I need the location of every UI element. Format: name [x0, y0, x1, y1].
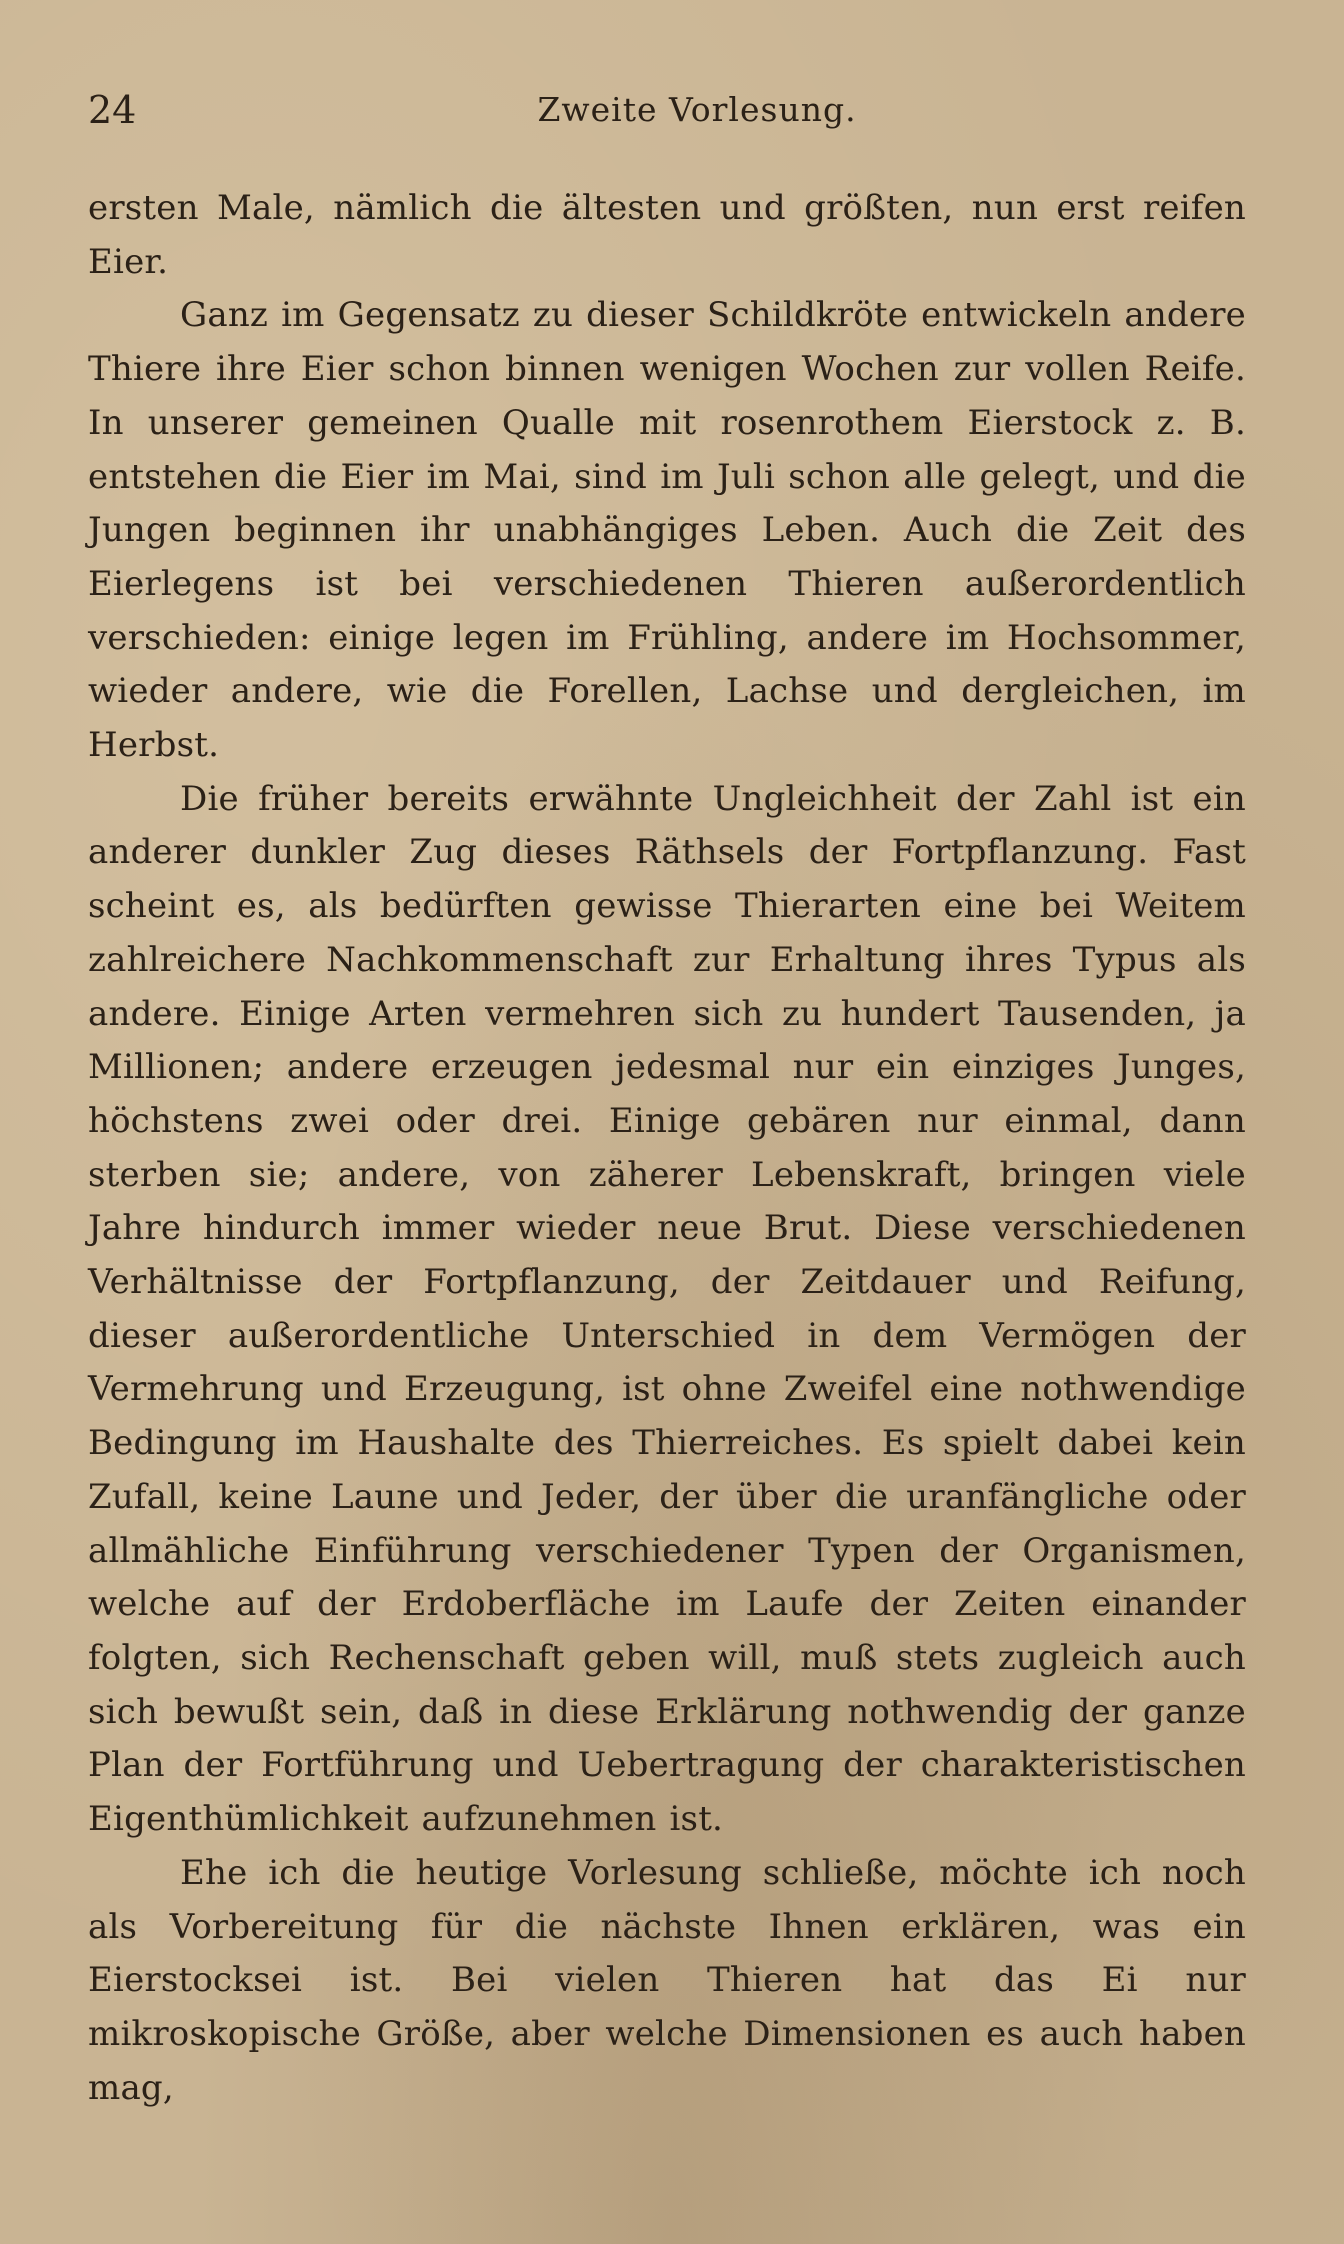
- paragraph-inequality-of-number: Die früher bereits erwähnte Ungleichheit der Zahl ist ein anderer dunkler Zug dieses Räthsels der Fortpflanzung. Fast scheint es, als bedürften gewisse Thierarten eine bei Weitem zahlreichere Nachkommenschaft zur Erhaltung ihres Typus als andere. Einige Arten vermehren sich zu hundert Tausenden, ja Millionen; andere erzeugen jedesmal nur ein einziges Junges, höchstens zwei oder drei. Einige gebären nur einmal, dann sterben sie; andere, von zäherer Lebenskraft, bringen viele Jahre hindurch immer wieder neue Brut. Diese verschiedenen Verhältnisse der Fortpflanzung, der Zeitdauer und Reifung, dieser außerordentliche Unterschied in dem Vermögen der Vermehrung und Erzeugung, ist ohne Zweifel eine nothwendige Bedingung im Haushalte des Thierreiches. Es spielt dabei kein Zufall, keine Laune und Jeder, der über die uranfängliche oder allmähliche Einführung verschiedener Typen der Organismen, welche auf der Erdoberfläche im Laufe der Zeiten einander folgten, sich Rechenschaft geben will, muß stets zugleich auch sich bewußt sein, daß in diese Erklärung nothwendig der ganze Plan der Fortführung und Uebertragung der charakteristischen Eigenthümlichkeit aufzunehmen ist.: [88, 778, 1246, 1840]
- running-head: Zweite Vorlesung.: [537, 90, 857, 129]
- page-number: 24: [88, 88, 137, 132]
- paragraph-tortoise-contrast: Ganz im Gegensatz zu dieser Schildkröte entwickeln andere Thiere ihre Eier schon binnen wenigen Wochen zur vollen Reife. In unserer gemeinen Qualle mit rosenrothem Eierstock z. B. entstehen die Eier im Mai, sind im Juli schon alle gelegt, und die Jungen beginnen ihr unabhängiges Leben. Auch die Zeit des Eierlegens ist bei verschiedenen Thieren außerordentlich verschieden: einige legen im Frühling, andere im Hochsommer, wieder andere, wie die Forellen, Lachse und dergleichen, im Herbst.: [88, 295, 1246, 766]
- paragraph-ovarian-egg: Ehe ich die heutige Vorlesung schließe, möchte ich noch als Vorbereitung für die nächste Ihnen erklären, was ein Eierstocksei ist. Bei vielen Thieren hat das Ei nur mikroskopische Größe, aber welche Dimensionen es auch haben mag,: [88, 1852, 1246, 2108]
- body-text: [88, 182, 1246, 2115]
- paragraph-continuation: ersten Male, nämlich die ältesten und größten, nun erst reifen Eier.: [88, 188, 1246, 282]
- page-header: [88, 80, 1246, 140]
